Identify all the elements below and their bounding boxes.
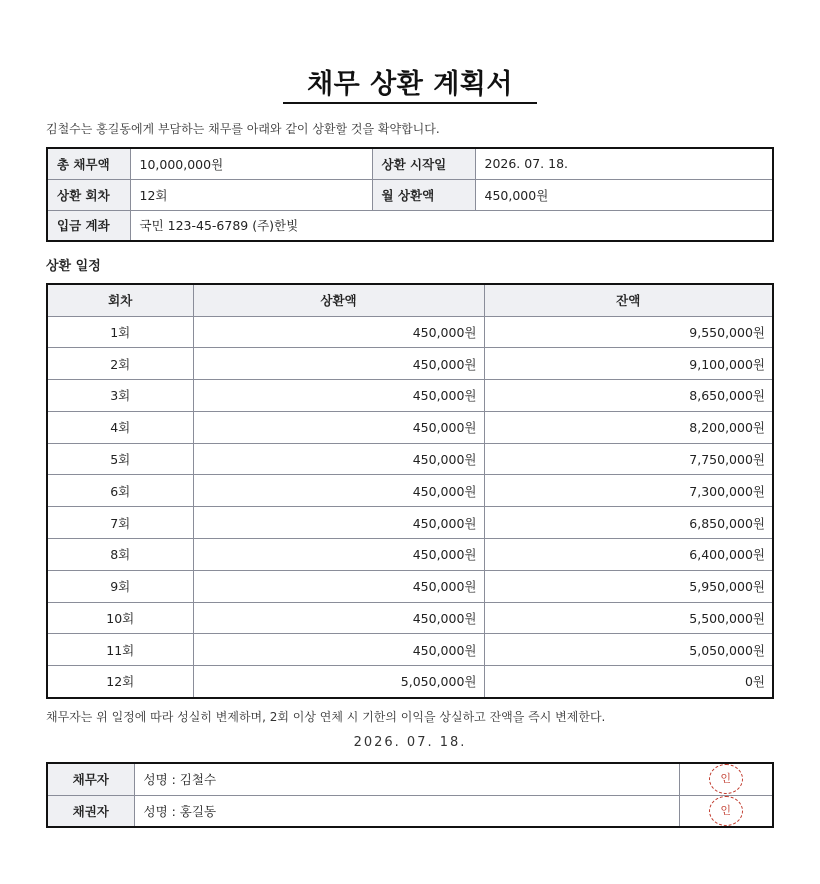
amount-cell: 450,000원 bbox=[193, 539, 484, 571]
table-row bbox=[47, 475, 773, 507]
round-cell: 9회 bbox=[47, 570, 193, 602]
header-amount: 상환액 bbox=[193, 284, 484, 316]
amount-cell: 450,000원 bbox=[193, 380, 484, 412]
installments-value: 12회 bbox=[130, 179, 372, 210]
amount-cell: 450,000원 bbox=[193, 316, 484, 348]
total-debt-label: 총 채무액 bbox=[47, 148, 130, 179]
round-cell: 3회 bbox=[47, 380, 193, 412]
balance-cell: 8,650,000원 bbox=[484, 380, 773, 412]
amount-cell: 450,000원 bbox=[193, 411, 484, 443]
round-cell: 7회 bbox=[47, 507, 193, 539]
table-row bbox=[47, 570, 773, 602]
table-row bbox=[47, 539, 773, 571]
balance-cell: 5,950,000원 bbox=[484, 570, 773, 602]
amount-cell: 450,000원 bbox=[193, 443, 484, 475]
default-clause: 채무자는 위 일정에 따라 성실히 변제하며, 2회 이상 연체 시 기한의 이익을 상실하고 잔액을 즉시 변제한다. bbox=[46, 710, 606, 724]
amount-cell: 450,000원 bbox=[193, 475, 484, 507]
round-cell: 10회 bbox=[47, 602, 193, 634]
round-cell: 2회 bbox=[47, 348, 193, 380]
schedule-header-row bbox=[47, 284, 773, 316]
start-date-value: 2026. 07. 18. bbox=[475, 148, 773, 179]
creditor-label: 채권자 bbox=[47, 795, 134, 827]
balance-cell: 9,550,000원 bbox=[484, 316, 773, 348]
intro-text: 김철수는 홍길동에게 부담하는 채무를 아래와 같이 상환할 것을 확약합니다. bbox=[46, 122, 440, 136]
summary-row bbox=[47, 148, 773, 179]
amount-cell: 450,000원 bbox=[193, 570, 484, 602]
amount-cell: 450,000원 bbox=[193, 348, 484, 380]
summary-table bbox=[46, 147, 774, 242]
header-balance: 잔액 bbox=[484, 284, 773, 316]
monthly-label: 월 상환액 bbox=[372, 179, 475, 210]
schedule-heading: 상환 일정 bbox=[46, 259, 101, 274]
table-row bbox=[47, 380, 773, 412]
account-value: 국민 123-45-6789 (주)한빛 bbox=[130, 210, 773, 241]
table-row bbox=[47, 443, 773, 475]
installments-label: 상환 회차 bbox=[47, 179, 130, 210]
balance-cell: 0원 bbox=[484, 666, 773, 698]
signature-row-creditor bbox=[47, 795, 773, 827]
signature-table bbox=[46, 762, 774, 828]
round-cell: 11회 bbox=[47, 634, 193, 666]
title-underline bbox=[283, 102, 537, 104]
schedule-table bbox=[46, 283, 774, 699]
round-cell: 8회 bbox=[47, 539, 193, 571]
document-date: 2026. 07. 18. bbox=[353, 735, 467, 750]
summary-row bbox=[47, 179, 773, 210]
start-date-label: 상환 시작일 bbox=[372, 148, 475, 179]
balance-cell: 6,400,000원 bbox=[484, 539, 773, 571]
total-debt-value: 10,000,000원 bbox=[130, 148, 372, 179]
balance-cell: 5,500,000원 bbox=[484, 602, 773, 634]
creditor-seal-cell bbox=[679, 795, 773, 827]
amount-cell: 450,000원 bbox=[193, 507, 484, 539]
amount-cell: 450,000원 bbox=[193, 602, 484, 634]
balance-cell: 9,100,000원 bbox=[484, 348, 773, 380]
amount-cell: 5,050,000원 bbox=[193, 666, 484, 698]
table-row bbox=[47, 411, 773, 443]
signature-row-debtor bbox=[47, 763, 773, 795]
balance-cell: 5,050,000원 bbox=[484, 634, 773, 666]
round-cell: 12회 bbox=[47, 666, 193, 698]
balance-cell: 8,200,000원 bbox=[484, 411, 773, 443]
round-cell: 4회 bbox=[47, 411, 193, 443]
table-row bbox=[47, 348, 773, 380]
table-row bbox=[47, 602, 773, 634]
round-cell: 6회 bbox=[47, 475, 193, 507]
round-cell: 1회 bbox=[47, 316, 193, 348]
balance-cell: 7,750,000원 bbox=[484, 443, 773, 475]
debtor-label: 채무자 bbox=[47, 763, 134, 795]
summary-row bbox=[47, 210, 773, 241]
balance-cell: 6,850,000원 bbox=[484, 507, 773, 539]
debtor-seal-cell bbox=[679, 763, 773, 795]
seal-stamp-icon: 인 bbox=[709, 764, 743, 794]
table-row bbox=[47, 634, 773, 666]
table-row bbox=[47, 316, 773, 348]
document-title: 채무 상환 계획서 bbox=[307, 69, 513, 100]
table-row bbox=[47, 666, 773, 698]
creditor-name: 성명 : 홍길동 bbox=[134, 795, 679, 827]
seal-stamp-icon: 인 bbox=[709, 796, 743, 826]
round-cell: 5회 bbox=[47, 443, 193, 475]
debtor-name: 성명 : 김철수 bbox=[134, 763, 679, 795]
table-row bbox=[47, 507, 773, 539]
account-label: 입금 계좌 bbox=[47, 210, 130, 241]
balance-cell: 7,300,000원 bbox=[484, 475, 773, 507]
header-round: 회차 bbox=[47, 284, 193, 316]
amount-cell: 450,000원 bbox=[193, 634, 484, 666]
monthly-value: 450,000원 bbox=[475, 179, 773, 210]
